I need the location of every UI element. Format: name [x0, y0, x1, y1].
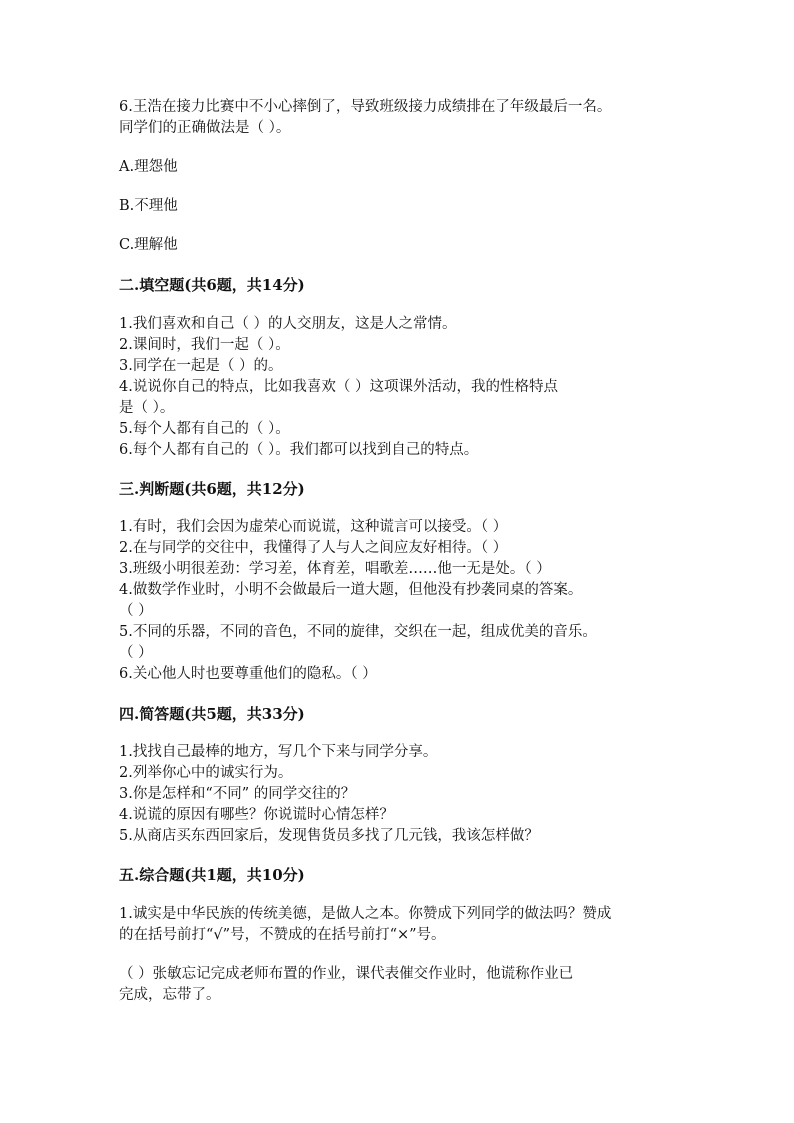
short-answer-item: 4.说谎的原因有哪些？你说谎时心情怎样？	[119, 807, 394, 823]
question-6-option-c: C.理解他	[119, 237, 178, 253]
fill-blank-item: 4.说说你自己的特点，比如我喜欢（ ）这项课外活动，我的性格特点	[119, 379, 558, 395]
fill-blank-item-continuation: 是（ ）。	[119, 400, 175, 416]
section-5-title: 五.综合题(共1题，共10分)	[119, 866, 305, 884]
short-answer-item: 1.找找自己最棒的地方，写几个下来与同学分享。	[119, 744, 438, 760]
true-false-item: 2.在与同学的交往中，我懂得了人与人之间应友好相待。（ ）	[119, 540, 508, 556]
comprehensive-item-line1: 1.诚实是中华民族的传统美德，是做人之本。你赞成下列同学的做法吗？赞成	[119, 906, 612, 922]
section-2-title: 二.填空题(共6题，共14分)	[119, 276, 305, 294]
question-6-stem-line2: 同学们的正确做法是（ ）。	[119, 120, 291, 136]
true-false-item: 4.做数学作业时，小明不会做最后一道大题，但他没有抄袭同桌的答案。	[119, 582, 583, 598]
section-4-title: 四.简答题(共5题，共33分)	[119, 705, 305, 723]
fill-blank-item: 6.每个人都有自己的（ ）。我们都可以找到自己的特点。	[119, 442, 479, 458]
section-3-title: 三.判断题(共6题，共12分)	[119, 480, 305, 498]
true-false-item: 1.有时，我们会因为虚荣心而说谎，这种谎言可以接受。（ ）	[119, 519, 508, 535]
fill-blank-item: 2.课间时，我们一起（ ）。	[119, 337, 290, 353]
fill-blank-item: 1.我们喜欢和自己（ ）的人交朋友，这是人之常情。	[119, 316, 457, 332]
short-answer-item: 3.你是怎样和“不同” 的同学交往的？	[119, 786, 356, 802]
question-6-option-a: A.理怨他	[119, 159, 178, 175]
question-6-option-b: B.不理他	[119, 198, 178, 214]
comprehensive-item-line2: 的在括号前打“√”号，不赞成的在括号前打“×”号。	[119, 927, 446, 943]
true-false-item: 6.关心他人时也要尊重他们的隐私。（ ）	[119, 666, 377, 682]
true-false-item: 5.不同的乐器，不同的音色，不同的旋律，交织在一起，组成优美的音乐。	[119, 624, 597, 640]
short-answer-item: 5.从商店买东西回家后，发现售货员多找了几元钱，我该怎样做？	[119, 828, 539, 844]
short-answer-item: 2.列举你心中的诚实行为。	[119, 765, 293, 781]
fill-blank-item: 5.每个人都有自己的（ ）。	[119, 421, 290, 437]
comprehensive-case-line2: 完成，忘带了。	[119, 987, 221, 1003]
question-6-stem-line1: 6.王浩在接力比赛中不小心摔倒了，导致班级接力成绩排在了年级最后一名。	[119, 99, 612, 115]
true-false-item: 3.班级小明很差劲：学习差，体育差，唱歌差……他一无是处。（ ）	[119, 561, 551, 577]
comprehensive-case-line1: （ ）张敏忘记完成老师布置的作业，课代表催交作业时，他谎称作业已	[119, 966, 574, 982]
true-false-item-continuation: （ ）	[119, 603, 153, 619]
fill-blank-item: 3.同学在一起是（ ）的。	[119, 358, 283, 374]
true-false-item-continuation: （ ）	[119, 645, 153, 661]
